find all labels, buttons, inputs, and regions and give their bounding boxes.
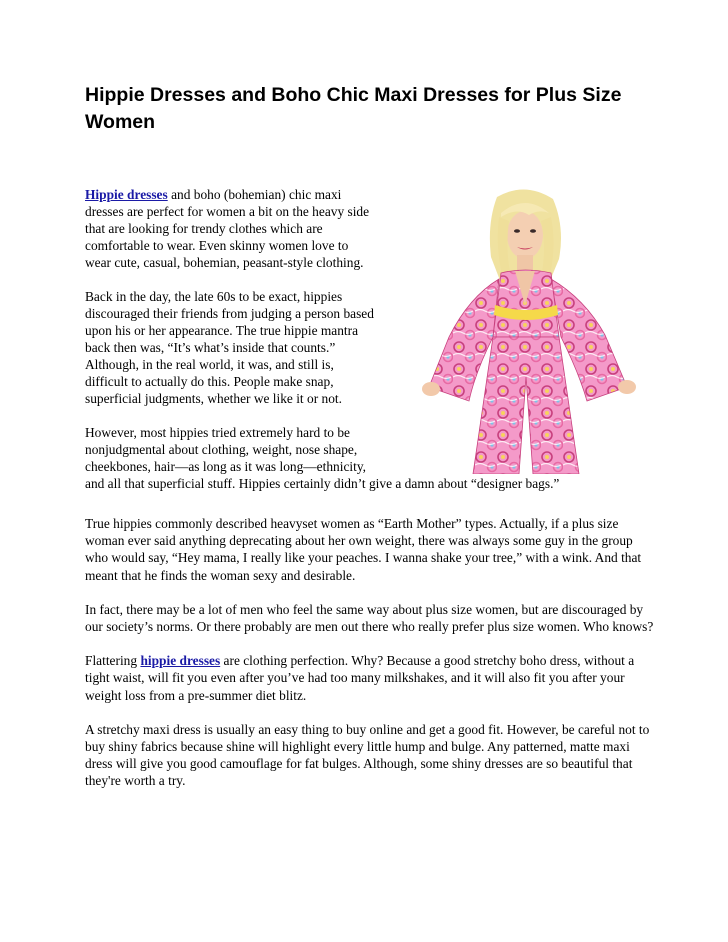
page-title: Hippie Dresses and Boho Chic Maxi Dresses for Plus Size Women bbox=[85, 84, 622, 133]
body-paragraph-society-norms: In fact, there may be a lot of men who feel the same way about plus size women, but are discouraged by our society’s norms. Or there probably are men out there who really prefer plus size women. Who knows? bbox=[85, 601, 654, 635]
text-line: difficult to actually do this. People make snap, bbox=[85, 374, 334, 389]
text-line: Back in the day, the late 60s to be exact, hippies bbox=[85, 289, 343, 304]
intro-paragraph-3 bbox=[85, 424, 645, 492]
text-line: that are looking for trendy clothes which are bbox=[85, 221, 323, 236]
text-line: back then was, “It’s what’s inside that counts.” bbox=[85, 340, 336, 355]
text-line: wear cute, casual, bohemian, peasant-style clothing. bbox=[85, 255, 364, 270]
text-run: Flattering bbox=[85, 653, 138, 669]
text-line: and all that superficial stuff. Hippies certainly didn’t give a damn about “designer bags.” bbox=[85, 476, 560, 491]
intro-paragraph-2 bbox=[85, 288, 645, 407]
text-line: upon his or her appearance. The true hippie mantra bbox=[85, 323, 359, 338]
text-line: and boho (bohemian) chic maxi bbox=[171, 187, 342, 202]
body-paragraph-stretchy-maxi: A stretchy maxi dress is usually an easy thing to buy online and get a good fit. However, be careful not to buy shiny fabrics because shine will highlight every little hump and bulge. Any patterned, matte maxi dress will give you good camouflage for fat bulges. Although, some shiny dresses are so beautiful that they're worth a try. bbox=[85, 721, 650, 789]
text-line: discouraged their friends from judging a person based bbox=[85, 306, 374, 321]
hippie-dresses-link[interactable]: Hippie dresses bbox=[85, 187, 168, 202]
text-run: are clothing perfection. Why? Because a good stretchy boho dress, without a tight waist, will fit you even after you’ve had too many milkshakes, and it will also fit you after your weight loss from a pre-summer diet blitz. bbox=[85, 653, 635, 703]
text-line: nonjudgmental about clothing, weight, nose shape, bbox=[85, 442, 358, 457]
intro-text-block bbox=[85, 186, 645, 492]
text-line: However, most hippies tried extremely hard to be bbox=[85, 425, 350, 440]
text-line: cheekbones, hair—as long as it was long—ethnicity, bbox=[85, 459, 367, 474]
intro-paragraph-1 bbox=[85, 186, 645, 271]
hippie-dresses-link-2[interactable]: hippie dresses bbox=[140, 653, 221, 669]
text-line: comfortable to wear. Even skinny women love to bbox=[85, 238, 349, 253]
text-line: Although, in the real world, it was, and still is, bbox=[85, 357, 334, 372]
body-paragraph-flattering bbox=[85, 652, 655, 704]
text-line: superficial judgments, whether we like it or not. bbox=[85, 391, 342, 406]
body-paragraph-earth-mother: True hippies commonly described heavyset women as “Earth Mother” types. Actually, if a plus size woman ever said anything deprecating about her own weight, there was always some guy in the group who would say, “Hey mama, I really like your peaches. I wanna shake your tree,” with a wink. And that meant that he finds the woman sexy and desirable. bbox=[85, 516, 642, 583]
body-text-block bbox=[85, 515, 655, 807]
text-line: dresses are perfect for women a bit on the heavy side bbox=[85, 204, 370, 219]
